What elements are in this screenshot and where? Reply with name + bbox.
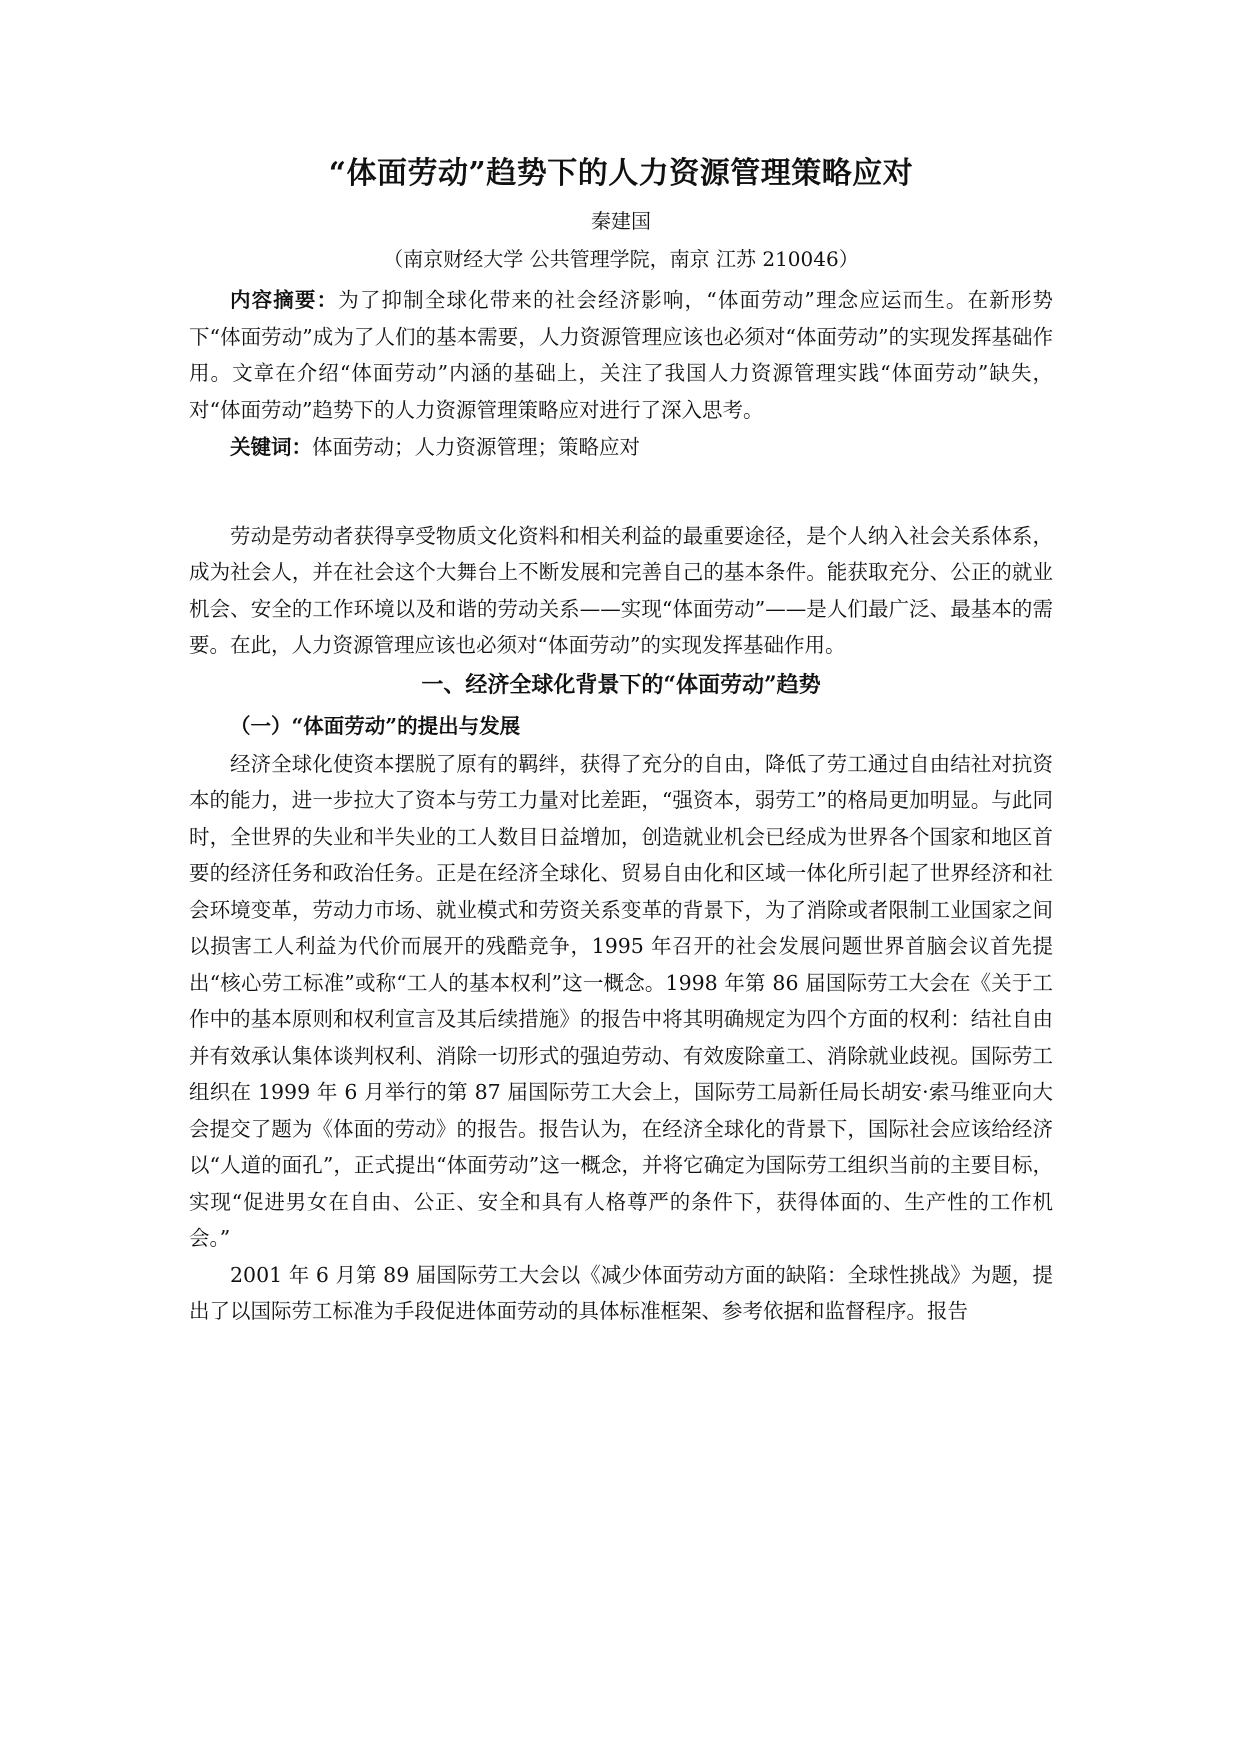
body-paragraph: 2001 年 6 月第 89 届国际劳工大会以《减少体面劳动方面的缺陷：全球性挑战》为题，提出了以国际劳工标准为手段促进体面劳动的具体标准框架、参考依据和监督程序。报告 [189, 1262, 1053, 1323]
paper-content [189, 154, 1053, 1330]
abstract-text: 为了抑制全球化带来的社会经济影响，“体面劳动”理念应运而生。在新形势下“体面劳动”成为了人们的基本需要，人力资源管理应该也必须对“体面劳动”的实现发挥基础作用。文章在介绍“体面劳动”内涵的基础上，关注了我国人力资源管理实践“体面劳动”缺失，对“体面劳动”趋势下的人力资源管理策略应对进行了深入思考。 [189, 288, 1053, 422]
keywords-text: 体面劳动；人力资源管理；策略应对 [312, 435, 640, 459]
author-affiliation: （南京财经大学 公共管理学院，南京 江苏 210046） [383, 247, 859, 271]
abstract-label: 内容摘要： [230, 288, 339, 312]
subsection-heading: （一）“体面劳动”的提出与发展 [230, 713, 521, 738]
intro-paragraph: 劳动是劳动者获得享受物质文化资料和相关利益的最重要途径，是个人纳入社会关系体系，成为社会人，并在社会这个大舞台上不断发展和完善自己的基本条件。能获取充分、公正的就业机会、安全的工作环境以及和谐的劳动关系——实现“体面劳动”——是人们最广泛、最基本的需要。在此，人力资源管理应该也必须对“体面劳动”的实现发挥基础作用。 [189, 523, 1053, 657]
abstract [189, 282, 1053, 428]
section-spacer [189, 466, 1053, 518]
section-heading: 一、经济全球化背景下的“体面劳动”趋势 [421, 671, 821, 698]
author-name: 秦建国 [591, 209, 651, 233]
body-paragraph: 经济全球化使资本摆脱了原有的羁绊，获得了充分的自由，降低了劳工通过自由结社对抗资本的能力，进一步拉大了资本与劳工力量对比差距，“强资本，弱劳工”的格局更加明显。与此同时，全世界的失业和半失业的工人数目日益增加，创造就业机会已经成为世界各个国家和地区首要的经济任务和政治任务。正是在经济全球化、贸易自由化和区域一体化所引起了世界经济和社会环境变革，劳动力市场、就业模式和劳资关系变革的背景下，为了消除或者限制工业国家之间以损害工人利益为代价而展开的残酷竞争，1995 年召开的社会发展问题世界首脑会议首先提出“核心劳工标准”或称“工人的基本权利”这一概念。1998 年第 86 届国际劳工大会在《关于工作中的基本原则和权利宣言及其后续措施》的报告中将其明确规定为四个方面的权利：结社自由并有效承认集体谈判权利、消除一切形式的强迫劳动、有效废除童工、消除就业歧视。国际劳工组织在 1999 年 6 月举行的第 87 届国际劳工大会上，国际劳工局新任局长胡安·索马维亚向大会提交了题为《体面的劳动》的报告。报告认为，在经济全球化的背景下，国际社会应该给经济以“人道的面孔”，正式提出“体面劳动”这一概念，并将它确定为国际劳工组织当前的主要目标，实现“促进男女在自由、公正、安全和具有人格尊严的条件下，获得体面的、生产性的工作机会。” [189, 751, 1053, 1250]
keywords [189, 429, 1053, 466]
keywords-label: 关键词： [230, 435, 312, 459]
paper-title: “体面劳动”趋势下的人力资源管理策略应对 [328, 156, 914, 191]
